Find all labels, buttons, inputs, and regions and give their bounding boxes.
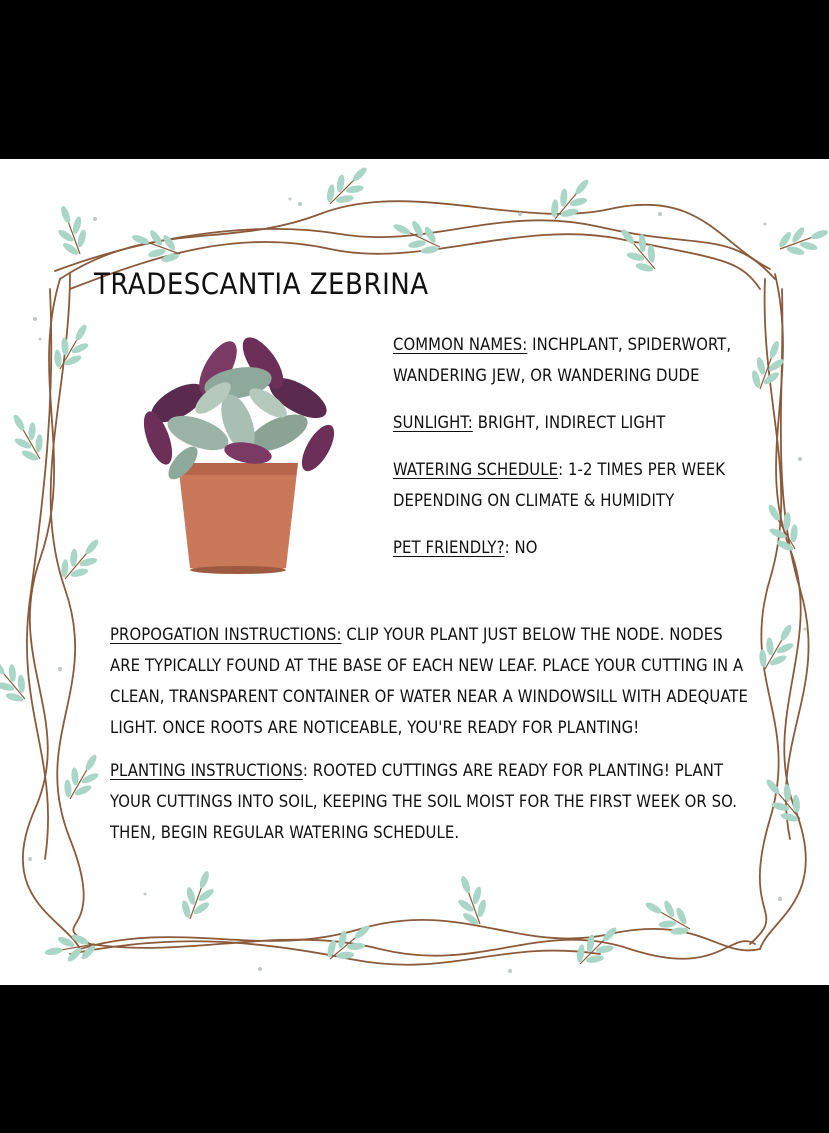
fact-label: WATERING SCHEDULE bbox=[393, 460, 559, 479]
planting-instructions bbox=[110, 755, 750, 848]
page-title: TRADESCANTIA ZEBRINA bbox=[94, 267, 429, 301]
fact-pet-friendly bbox=[393, 532, 765, 563]
section-body: : ROOTED CUTTINGS ARE READY FOR PLANTING! PLANT YOUR CUTTINGS INTO SOIL, KEEPING THE SOIL MOIST FOR THE FIRST WEEK OR SO. THEN, BEGIN REGULAR WATERING SCHEDULE. bbox=[110, 761, 738, 842]
fact-label: SUNLIGHT: bbox=[393, 413, 473, 432]
fact-value: : NO bbox=[504, 538, 538, 557]
fact-label: PET FRIENDLY? bbox=[393, 538, 505, 557]
section-label: PLANTING INSTRUCTIONS bbox=[110, 761, 303, 780]
instructions bbox=[110, 619, 750, 860]
fact-value: BRIGHT, INDIRECT LIGHT bbox=[472, 413, 666, 432]
fact-sunlight bbox=[393, 407, 765, 438]
propagation-instructions bbox=[110, 619, 750, 743]
fact-common-names bbox=[393, 329, 765, 391]
fact-watering bbox=[393, 454, 765, 516]
fact-value: INCHPLANT, SPIDERWORT, WANDERING JEW, OR WANDERING DUDE bbox=[393, 335, 732, 385]
care-card bbox=[0, 159, 829, 985]
plant-facts bbox=[393, 329, 765, 579]
fact-value: : 1-2 TIMES PER WEEK DEPENDING ON CLIMATE & HUMIDITY bbox=[393, 460, 726, 510]
section-body: CLIP YOUR PLANT JUST BELOW THE NODE. NODES ARE TYPICALLY FOUND AT THE BASE OF EACH NEW LEAF. PLACE YOUR CUTTING IN A CLEAN, TRANSPARENT CONTAINER OF WATER NEAR A WINDOWSILL WITH ADEQUATE LIGHT. ONCE ROOTS ARE NOTICEABLE, YOU'RE READY FOR PLANTING! bbox=[110, 625, 748, 737]
section-label: PROPOGATION INSTRUCTIONS: bbox=[110, 625, 342, 644]
fact-label: COMMON NAMES: bbox=[393, 335, 528, 354]
plant-photo bbox=[118, 323, 350, 577]
